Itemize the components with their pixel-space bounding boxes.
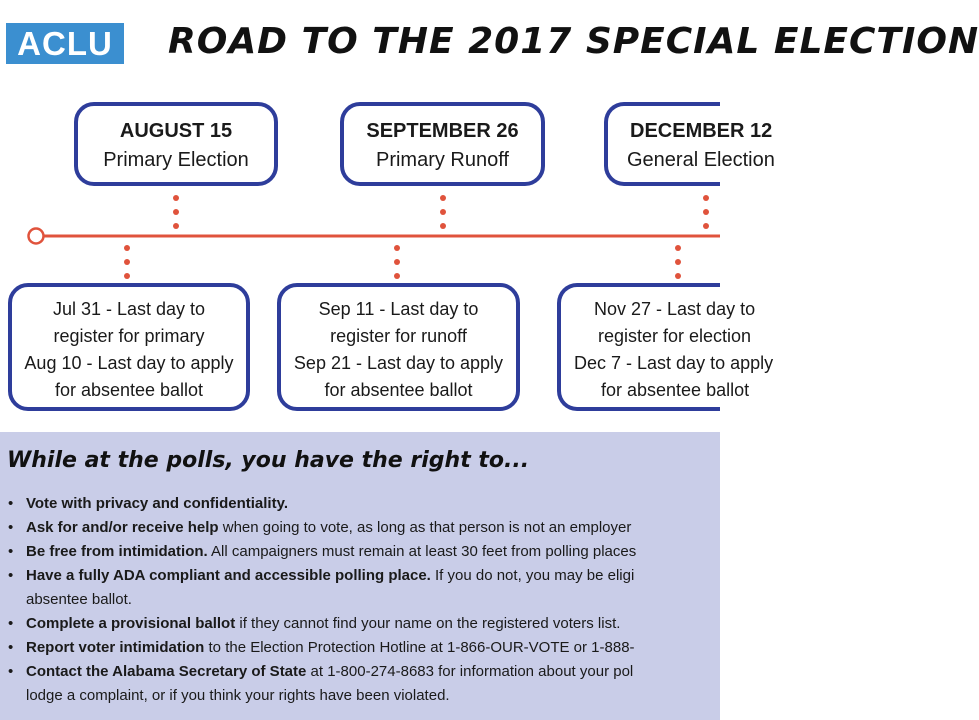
- connector-december-deadline: [675, 245, 681, 279]
- deadline-text: register for runoff: [330, 326, 467, 346]
- event-date: AUGUST 15: [119, 120, 233, 142]
- deadline-text: Sep 11 - Last day to: [318, 299, 479, 319]
- deadline-card-primary: [8, 283, 250, 411]
- event-date: DECEMBER 12: [630, 120, 773, 142]
- deadline-text: register for election: [598, 326, 752, 346]
- list-item: • Contact the Alabama Secretary of State at 1-800-274-8683 for information about your pol lodge a complaint, or if you think your rights have been violated.: [8, 660, 768, 708]
- event-name: Primary Runoff: [375, 149, 509, 171]
- connector-august-deadline: [124, 245, 130, 279]
- page-title: ROAD TO THE 2017 SPECIAL ELECTION: [168, 21, 979, 62]
- connector-august-event: [173, 195, 179, 229]
- rights-list: [8, 492, 768, 708]
- event-date: SEPTEMBER 26: [366, 120, 519, 142]
- connector-september-deadline: [394, 245, 400, 279]
- deadline-text: for absentee ballot: [601, 380, 750, 400]
- deadline-card-runoff: [277, 283, 520, 411]
- event-name: General Election: [627, 149, 775, 171]
- deadline-text: Aug 10 - Last day to apply: [24, 353, 234, 373]
- bullet-icon: •: [8, 519, 14, 536]
- deadline-text: for absentee ballot: [324, 380, 473, 400]
- voter-rights-panel: [0, 432, 720, 720]
- deadline-text: Nov 27 - Last day to: [594, 299, 756, 319]
- list-item: • Ask for and/or receive help when going to vote, as long as that person is not an employer: [8, 516, 768, 540]
- rights-heading: While at the polls, you have the right to...: [7, 448, 530, 473]
- deadline-text: Sep 21 - Last day to apply: [293, 353, 504, 373]
- list-item: • Vote with privacy and confidentiality.: [8, 492, 768, 516]
- deadline-text: Dec 7 - Last day to apply: [574, 353, 774, 373]
- bullet-icon: •: [8, 567, 14, 584]
- bullet-icon: •: [8, 663, 14, 680]
- event-card-primary-election: [74, 102, 278, 186]
- list-item: • Report voter intimidation to the Election Protection Hotline at 1-866-OUR-VOTE or 1-888-: [8, 636, 768, 660]
- list-item: • Complete a provisional ballot if they cannot find your name on the registered voters list.: [8, 612, 768, 636]
- connector-september-event: [440, 195, 446, 229]
- bullet-icon: •: [8, 639, 14, 656]
- deadline-text: for absentee ballot: [54, 380, 204, 400]
- timeline-start-marker: [29, 229, 44, 244]
- connector-december-event: [703, 195, 709, 229]
- event-card-primary-runoff: [340, 102, 545, 186]
- event-name: Primary Election: [103, 149, 249, 171]
- bullet-icon: •: [8, 495, 14, 512]
- event-card-general-election: [604, 102, 775, 186]
- list-item: • Be free from intimidation. All campaigners must remain at least 30 feet from polling places: [8, 540, 768, 564]
- aclu-logo: ACLU: [6, 23, 124, 64]
- deadline-card-general: [557, 283, 774, 411]
- deadline-text: register for primary: [53, 326, 205, 346]
- bullet-icon: •: [8, 543, 14, 560]
- deadline-text: Jul 31 - Last day to: [52, 299, 206, 319]
- list-item: • Have a fully ADA compliant and accessible polling place. If you do not, you may be eligi absentee ballot.: [8, 564, 768, 612]
- bullet-icon: •: [8, 615, 14, 632]
